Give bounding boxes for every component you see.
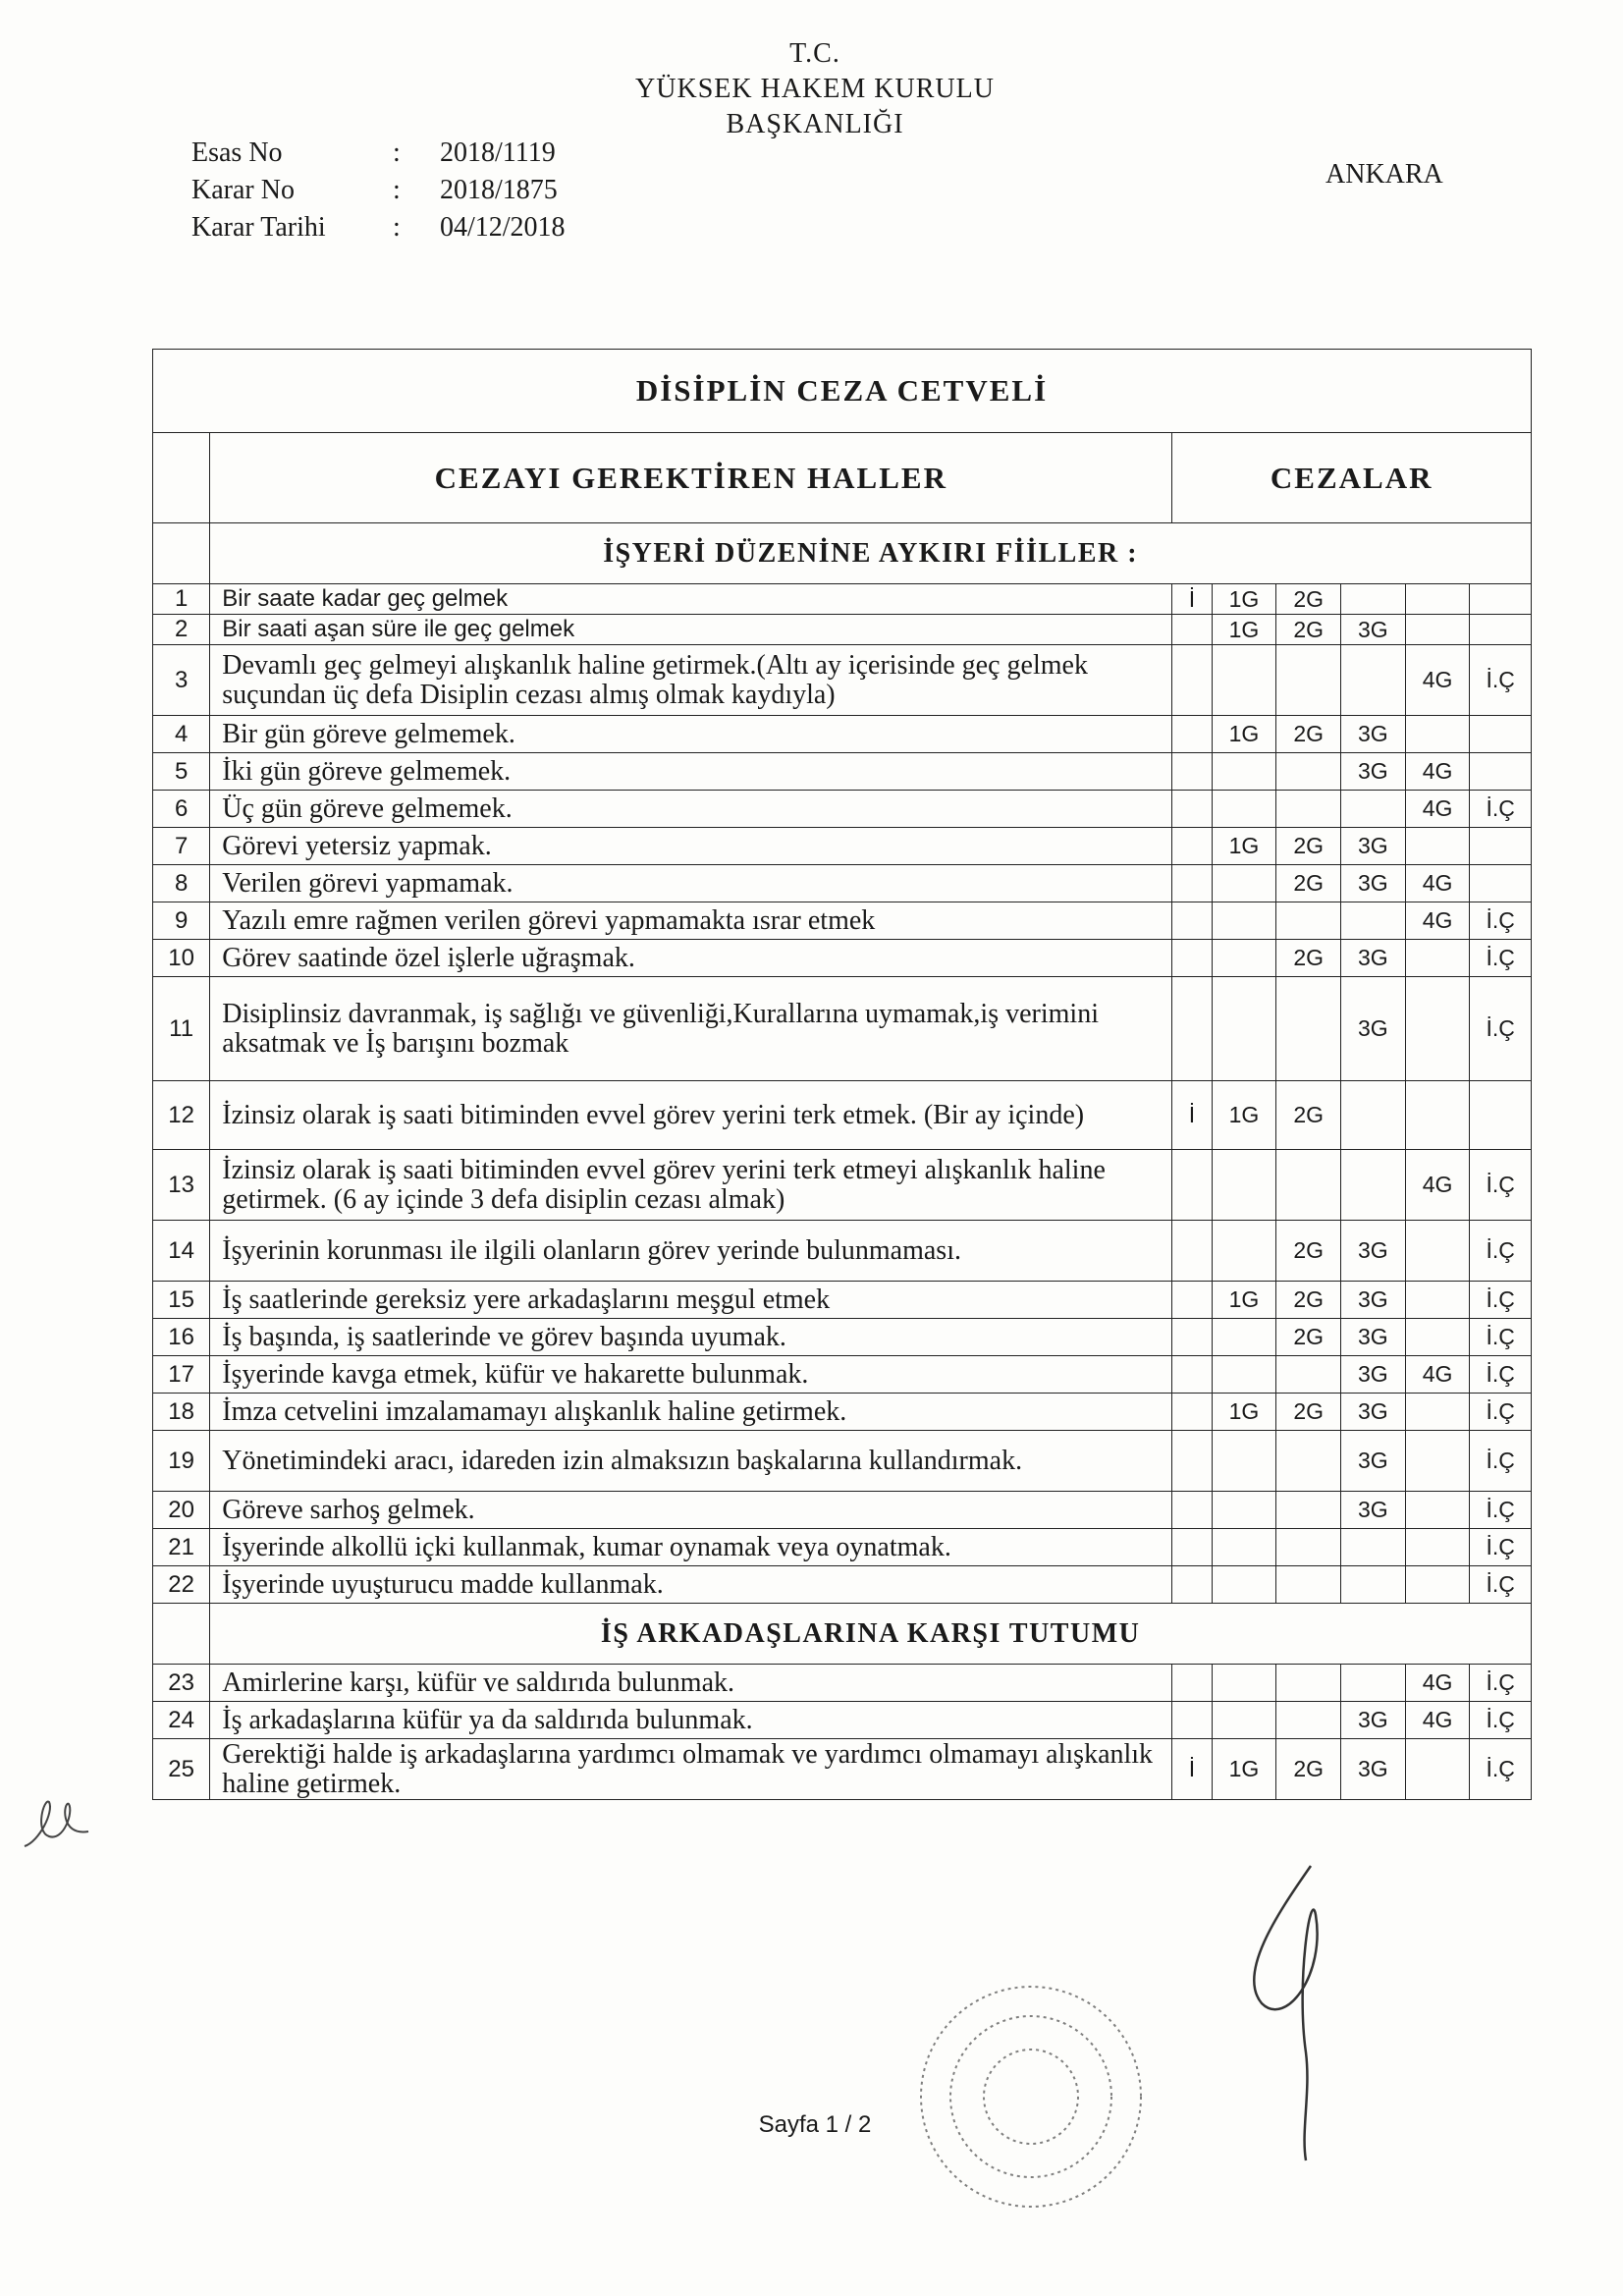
penalty-cell bbox=[1405, 1221, 1470, 1282]
meta-sep: : bbox=[393, 137, 401, 168]
penalty-cell: 2G bbox=[1276, 940, 1341, 977]
row-description: Verilen görevi yapmamak. bbox=[210, 865, 1172, 902]
empty-cell bbox=[153, 1604, 210, 1665]
row-description: İş arkadaşlarına küfür ya da saldırıda bulunmak. bbox=[210, 1702, 1172, 1739]
penalty-cell: 2G bbox=[1276, 1739, 1341, 1800]
penalty-cell: İ.Ç bbox=[1470, 1150, 1532, 1221]
penalty-cell: 4G bbox=[1405, 865, 1470, 902]
penalty-cell: İ.Ç bbox=[1470, 1702, 1532, 1739]
penalty-cell bbox=[1212, 902, 1276, 940]
penalty-cell bbox=[1172, 940, 1212, 977]
table-row bbox=[153, 865, 1532, 902]
penalty-cell: 3G bbox=[1341, 1221, 1406, 1282]
penalty-cell bbox=[1276, 753, 1341, 791]
penalty-cell: İ.Ç bbox=[1470, 940, 1532, 977]
table-row bbox=[153, 828, 1532, 865]
meta-esas-no bbox=[191, 136, 556, 171]
penalty-cell bbox=[1405, 1739, 1470, 1800]
penalty-cell: 1G bbox=[1212, 716, 1276, 753]
table-row bbox=[153, 1739, 1532, 1800]
penalty-cell bbox=[1341, 1081, 1406, 1150]
penalty-cell: 3G bbox=[1341, 753, 1406, 791]
table-row bbox=[153, 977, 1532, 1081]
penalty-cell: İ.Ç bbox=[1470, 977, 1532, 1081]
penalty-cell bbox=[1172, 1702, 1212, 1739]
penalty-cell: 2G bbox=[1276, 1081, 1341, 1150]
penalty-cell: 2G bbox=[1276, 1282, 1341, 1319]
penalty-cell: 4G bbox=[1405, 791, 1470, 828]
penalty-cell: İ.Ç bbox=[1470, 645, 1532, 716]
penalty-cell bbox=[1470, 584, 1532, 615]
row-description: Gerektiği halde iş arkadaşlarına yardımcı olmamak ve yardımcı olmamayı alışkanlık haline getirmek. bbox=[210, 1739, 1172, 1800]
penalty-cell: 1G bbox=[1212, 615, 1276, 645]
penalty-cell bbox=[1212, 977, 1276, 1081]
row-number: 16 bbox=[153, 1319, 210, 1356]
meta-sep: : bbox=[393, 175, 401, 205]
row-number: 14 bbox=[153, 1221, 210, 1282]
row-number: 11 bbox=[153, 977, 210, 1081]
page-number: Sayfa 1 / 2 bbox=[758, 2111, 872, 2138]
empty-cell bbox=[153, 433, 210, 523]
penalty-cell bbox=[1341, 1665, 1406, 1702]
penalty-cell: İ.Ç bbox=[1470, 1394, 1532, 1431]
row-description: Disiplinsiz davranmak, iş sağlığı ve güvenliği,Kurallarına uymamak,iş verimini aksatmak ve İş barışını bozmak bbox=[210, 977, 1172, 1081]
table-row bbox=[153, 1150, 1532, 1221]
penalty-cell bbox=[1212, 1665, 1276, 1702]
penalty-cell: 3G bbox=[1341, 615, 1406, 645]
meta-sep: : bbox=[393, 212, 401, 243]
penalty-cell: 3G bbox=[1341, 977, 1406, 1081]
penalty-cell bbox=[1341, 584, 1406, 615]
header-line-2: YÜKSEK HAKEM KURULU bbox=[635, 74, 995, 104]
penalty-cell bbox=[1172, 791, 1212, 828]
meta-value: 2018/1875 bbox=[440, 175, 558, 205]
penalty-cell bbox=[1172, 753, 1212, 791]
penalty-cell bbox=[1172, 902, 1212, 940]
penalty-cell: 2G bbox=[1276, 716, 1341, 753]
penalty-cell: İ bbox=[1172, 584, 1212, 615]
row-description: Amirlerine karşı, küfür ve saldırıda bulunmak. bbox=[210, 1665, 1172, 1702]
penalty-cell: 3G bbox=[1341, 1356, 1406, 1394]
table-row bbox=[153, 902, 1532, 940]
penalty-cell: 3G bbox=[1341, 828, 1406, 865]
table-row bbox=[153, 584, 1532, 615]
penalty-cell bbox=[1341, 902, 1406, 940]
table-row bbox=[153, 1356, 1532, 1394]
penalty-cell: 3G bbox=[1341, 1492, 1406, 1529]
penalty-cell: 4G bbox=[1405, 1356, 1470, 1394]
row-number: 20 bbox=[153, 1492, 210, 1529]
row-description: İki gün göreve gelmemek. bbox=[210, 753, 1172, 791]
penalty-cell bbox=[1405, 1282, 1470, 1319]
meta-label: Karar Tarihi bbox=[191, 212, 326, 243]
penalty-cell bbox=[1276, 645, 1341, 716]
penalty-cell bbox=[1276, 1529, 1341, 1566]
penalty-cell bbox=[1212, 791, 1276, 828]
penalty-cell bbox=[1276, 1356, 1341, 1394]
penalty-cell bbox=[1276, 1431, 1341, 1492]
row-number: 24 bbox=[153, 1702, 210, 1739]
penalty-cell: 3G bbox=[1341, 1282, 1406, 1319]
penalty-cell bbox=[1405, 1431, 1470, 1492]
penalty-cell bbox=[1276, 1702, 1341, 1739]
penalty-cell bbox=[1470, 1081, 1532, 1150]
penalty-cell bbox=[1405, 716, 1470, 753]
penalty-cell bbox=[1212, 753, 1276, 791]
penalty-cell: İ.Ç bbox=[1470, 1665, 1532, 1702]
table-row bbox=[153, 791, 1532, 828]
row-description: İşyerinin korunması ile ilgili olanların görev yerinde bulunmaması. bbox=[210, 1221, 1172, 1282]
row-description: İş başında, iş saatlerinde ve görev başında uyumak. bbox=[210, 1319, 1172, 1356]
penalty-cell bbox=[1212, 1221, 1276, 1282]
table-row bbox=[153, 940, 1532, 977]
penalty-cell bbox=[1341, 645, 1406, 716]
column-header-penalties: CEZALAR bbox=[1172, 433, 1532, 523]
penalty-cell bbox=[1212, 1356, 1276, 1394]
table-row bbox=[153, 645, 1532, 716]
penalty-cell bbox=[1172, 1431, 1212, 1492]
penalty-cell: 2G bbox=[1276, 615, 1341, 645]
row-number: 7 bbox=[153, 828, 210, 865]
penalty-cell bbox=[1470, 828, 1532, 865]
penalty-cell bbox=[1172, 1665, 1212, 1702]
table-row bbox=[153, 1081, 1532, 1150]
penalty-cell bbox=[1172, 977, 1212, 1081]
penalty-cell: İ.Ç bbox=[1470, 1356, 1532, 1394]
penalty-cell: 2G bbox=[1276, 1221, 1341, 1282]
penalty-cell bbox=[1172, 1221, 1212, 1282]
row-description: İşyerinde kavga etmek, küfür ve hakarette bulunmak. bbox=[210, 1356, 1172, 1394]
penalty-cell bbox=[1341, 1529, 1406, 1566]
row-number: 22 bbox=[153, 1566, 210, 1604]
penalty-cell bbox=[1212, 940, 1276, 977]
penalty-cell: 2G bbox=[1276, 1319, 1341, 1356]
penalty-cell: 4G bbox=[1405, 1702, 1470, 1739]
section-header-2: İŞ ARKADAŞLARINA KARŞI TUTUMU bbox=[210, 1604, 1532, 1665]
row-description: Görevi yetersiz yapmak. bbox=[210, 828, 1172, 865]
row-number: 13 bbox=[153, 1150, 210, 1221]
row-number: 6 bbox=[153, 791, 210, 828]
penalty-cell bbox=[1212, 645, 1276, 716]
penalty-cell bbox=[1172, 1282, 1212, 1319]
penalty-cell: 1G bbox=[1212, 584, 1276, 615]
penalty-cell bbox=[1405, 615, 1470, 645]
penalty-cell: 4G bbox=[1405, 902, 1470, 940]
penalty-cell bbox=[1212, 1431, 1276, 1492]
penalty-cell: İ.Ç bbox=[1470, 1739, 1532, 1800]
row-description: Bir saati aşan süre ile geç gelmek bbox=[210, 615, 1172, 645]
penalty-cell bbox=[1212, 1566, 1276, 1604]
penalty-cell: İ.Ç bbox=[1470, 1431, 1532, 1492]
penalty-cell bbox=[1470, 753, 1532, 791]
penalty-cell bbox=[1172, 615, 1212, 645]
penalty-cell bbox=[1172, 1319, 1212, 1356]
table-row bbox=[153, 1394, 1532, 1431]
penalty-table bbox=[152, 349, 1532, 1800]
penalty-cell: 2G bbox=[1276, 1394, 1341, 1431]
penalty-cell: İ.Ç bbox=[1470, 1319, 1532, 1356]
penalty-cell: 1G bbox=[1212, 1739, 1276, 1800]
penalty-cell: İ bbox=[1172, 1739, 1212, 1800]
penalty-cell bbox=[1405, 1081, 1470, 1150]
table-row bbox=[153, 753, 1532, 791]
penalty-cell bbox=[1172, 1566, 1212, 1604]
meta-karar-tarihi bbox=[191, 210, 566, 246]
penalty-cell bbox=[1172, 1529, 1212, 1566]
table-title: DİSİPLİN CEZA CETVELİ bbox=[153, 350, 1532, 433]
penalty-cell: 3G bbox=[1341, 1702, 1406, 1739]
signature-mark bbox=[1217, 1856, 1384, 2170]
row-number: 15 bbox=[153, 1282, 210, 1319]
penalty-cell bbox=[1405, 940, 1470, 977]
row-description: Devamlı geç gelmeyi alışkanlık haline getirmek.(Altı ay içerisinde geç gelmek suçundan üç defa Disiplin cezası almış olmak kaydıyla) bbox=[210, 645, 1172, 716]
penalty-cell bbox=[1405, 1319, 1470, 1356]
official-stamp bbox=[879, 1974, 1183, 2219]
row-number: 25 bbox=[153, 1739, 210, 1800]
penalty-cell bbox=[1405, 1394, 1470, 1431]
penalty-cell: İ.Ç bbox=[1470, 1529, 1532, 1566]
penalty-cell bbox=[1405, 584, 1470, 615]
meta-value: 04/12/2018 bbox=[440, 212, 566, 243]
penalty-cell bbox=[1212, 1150, 1276, 1221]
table-row bbox=[153, 615, 1532, 645]
penalty-cell bbox=[1172, 716, 1212, 753]
penalty-cell: 4G bbox=[1405, 1665, 1470, 1702]
row-number: 17 bbox=[153, 1356, 210, 1394]
row-number: 19 bbox=[153, 1431, 210, 1492]
penalty-cell bbox=[1212, 865, 1276, 902]
penalty-cell bbox=[1276, 1665, 1341, 1702]
row-description: Yönetimindeki aracı, idareden izin almaksızın başkalarına kullandırmak. bbox=[210, 1431, 1172, 1492]
penalty-cell: İ.Ç bbox=[1470, 1221, 1532, 1282]
penalty-cell bbox=[1212, 1492, 1276, 1529]
penalty-cell: İ bbox=[1172, 1081, 1212, 1150]
penalty-cell: 1G bbox=[1212, 1282, 1276, 1319]
row-number: 4 bbox=[153, 716, 210, 753]
row-description: İmza cetvelini imzalamamayı alışkanlık haline getirmek. bbox=[210, 1394, 1172, 1431]
penalty-cell: 1G bbox=[1212, 1081, 1276, 1150]
penalty-cell: 3G bbox=[1341, 1394, 1406, 1431]
penalty-cell: 3G bbox=[1341, 1319, 1406, 1356]
row-description: Üç gün göreve gelmemek. bbox=[210, 791, 1172, 828]
header-line-1: T.C. bbox=[789, 38, 840, 69]
penalty-cell: 3G bbox=[1341, 1739, 1406, 1800]
row-number: 2 bbox=[153, 615, 210, 645]
row-description: İşyerinde uyuşturucu madde kullanmak. bbox=[210, 1566, 1172, 1604]
penalty-cell bbox=[1172, 645, 1212, 716]
row-number: 9 bbox=[153, 902, 210, 940]
table-row bbox=[153, 1566, 1532, 1604]
penalty-cell bbox=[1172, 1394, 1212, 1431]
penalty-cell bbox=[1276, 1566, 1341, 1604]
table-row bbox=[153, 1319, 1532, 1356]
row-number: 5 bbox=[153, 753, 210, 791]
penalty-cell: 2G bbox=[1276, 865, 1341, 902]
penalty-cell: 3G bbox=[1341, 1431, 1406, 1492]
penalty-cell bbox=[1212, 1529, 1276, 1566]
meta-label: Esas No bbox=[191, 137, 283, 168]
penalty-cell bbox=[1172, 828, 1212, 865]
row-description: Bir gün göreve gelmemek. bbox=[210, 716, 1172, 753]
penalty-cell: 2G bbox=[1276, 828, 1341, 865]
row-number: 10 bbox=[153, 940, 210, 977]
table-row bbox=[153, 1665, 1532, 1702]
penalty-cell bbox=[1276, 902, 1341, 940]
table-row bbox=[153, 1221, 1532, 1282]
penalty-cell: 4G bbox=[1405, 753, 1470, 791]
table-row bbox=[153, 1702, 1532, 1739]
header-line-3: BAŞKANLIĞI bbox=[726, 109, 904, 139]
penalty-cell bbox=[1172, 1356, 1212, 1394]
table-row bbox=[153, 1492, 1532, 1529]
penalty-cell: İ.Ç bbox=[1470, 1566, 1532, 1604]
table-row bbox=[153, 1431, 1532, 1492]
row-description: Göreve sarhoş gelmek. bbox=[210, 1492, 1172, 1529]
row-description: Bir saate kadar geç gelmek bbox=[210, 584, 1172, 615]
penalty-cell bbox=[1470, 716, 1532, 753]
penalty-cell bbox=[1341, 1566, 1406, 1604]
row-number: 12 bbox=[153, 1081, 210, 1150]
penalty-cell: İ.Ç bbox=[1470, 791, 1532, 828]
row-description: İş saatlerinde gereksiz yere arkadaşlarını meşgul etmek bbox=[210, 1282, 1172, 1319]
row-number: 3 bbox=[153, 645, 210, 716]
meta-label: Karar No bbox=[191, 175, 295, 205]
row-description: İzinsiz olarak iş saati bitiminden evvel görev yerini terk etmeyi alışkanlık haline getirmek. (6 ay içinde 3 defa disiplin cezası almak) bbox=[210, 1150, 1172, 1221]
penalty-cell: İ.Ç bbox=[1470, 1492, 1532, 1529]
penalty-cell: 1G bbox=[1212, 828, 1276, 865]
penalty-cell: İ.Ç bbox=[1470, 902, 1532, 940]
penalty-cell bbox=[1405, 828, 1470, 865]
table-row bbox=[153, 1529, 1532, 1566]
penalty-cell bbox=[1470, 865, 1532, 902]
row-number: 18 bbox=[153, 1394, 210, 1431]
table-row bbox=[153, 1282, 1532, 1319]
row-number: 1 bbox=[153, 584, 210, 615]
table-row bbox=[153, 716, 1532, 753]
penalty-cell bbox=[1276, 1150, 1341, 1221]
penalty-cell bbox=[1405, 1566, 1470, 1604]
penalty-cell: 4G bbox=[1405, 645, 1470, 716]
row-number: 8 bbox=[153, 865, 210, 902]
penalty-cell bbox=[1341, 1150, 1406, 1221]
penalty-cell bbox=[1470, 615, 1532, 645]
city-label: ANKARA bbox=[1325, 159, 1443, 190]
penalty-cell bbox=[1405, 977, 1470, 1081]
column-header-cases: CEZAYI GEREKTİREN HALLER bbox=[210, 433, 1172, 523]
penalty-cell bbox=[1172, 1492, 1212, 1529]
penalty-cell bbox=[1276, 1492, 1341, 1529]
penalty-cell bbox=[1212, 1702, 1276, 1739]
penalty-cell: 2G bbox=[1276, 584, 1341, 615]
penalty-cell: 4G bbox=[1405, 1150, 1470, 1221]
penalty-cell bbox=[1276, 977, 1341, 1081]
row-description: Görev saatinde özel işlerle uğraşmak. bbox=[210, 940, 1172, 977]
penalty-cell: 3G bbox=[1341, 716, 1406, 753]
section-header-1: İŞYERİ DÜZENİNE AYKIRI FİİLLER : bbox=[210, 523, 1532, 584]
penalty-cell bbox=[1172, 865, 1212, 902]
penalty-cell bbox=[1276, 791, 1341, 828]
initials-mark bbox=[20, 1792, 98, 1861]
penalty-cell: 3G bbox=[1341, 865, 1406, 902]
row-description: Yazılı emre rağmen verilen görevi yapmamakta ısrar etmek bbox=[210, 902, 1172, 940]
row-description: İşyerinde alkollü içki kullanmak, kumar oynamak veya oynatmak. bbox=[210, 1529, 1172, 1566]
row-number: 23 bbox=[153, 1665, 210, 1702]
meta-value: 2018/1119 bbox=[440, 137, 556, 168]
empty-cell bbox=[153, 523, 210, 584]
row-description: İzinsiz olarak iş saati bitiminden evvel görev yerini terk etmek. (Bir ay içinde) bbox=[210, 1081, 1172, 1150]
row-number: 21 bbox=[153, 1529, 210, 1566]
penalty-cell: 3G bbox=[1341, 940, 1406, 977]
meta-karar-no bbox=[191, 173, 558, 208]
penalty-cell bbox=[1172, 1150, 1212, 1221]
penalty-cell bbox=[1405, 1492, 1470, 1529]
penalty-cell: İ.Ç bbox=[1470, 1282, 1532, 1319]
penalty-cell bbox=[1405, 1529, 1470, 1566]
penalty-cell bbox=[1341, 791, 1406, 828]
penalty-cell: 1G bbox=[1212, 1394, 1276, 1431]
penalty-cell bbox=[1212, 1319, 1276, 1356]
